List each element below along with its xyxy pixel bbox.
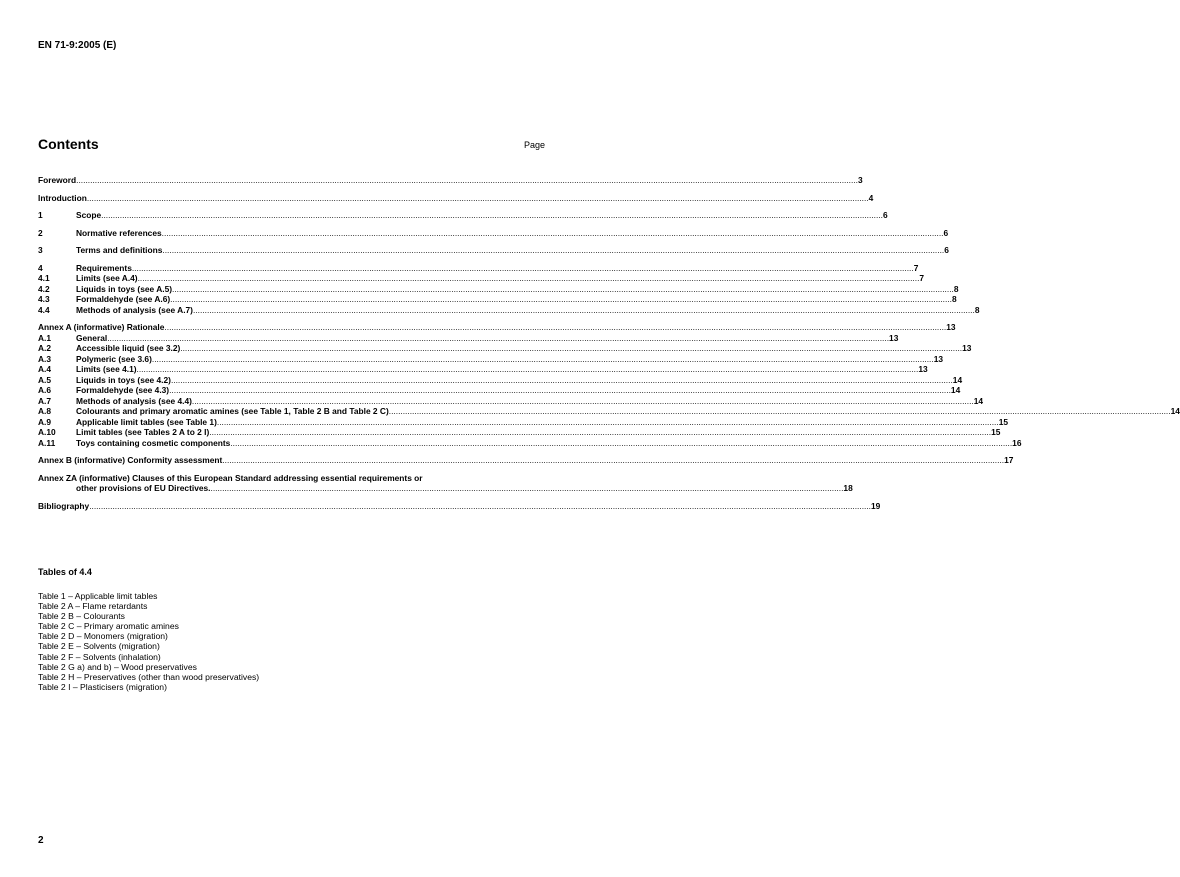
table-list-item[interactable]: Table 2 F – Solvents (inhalation): [38, 651, 161, 662]
table-of-contents: [38, 175, 1180, 511]
leader-dots: [389, 406, 1171, 417]
toc-entry-title: Colourants and primary aromatic amines (see Table 1, Table 2 B and Table 2 C): [76, 406, 389, 416]
page-column-label: Page: [523, 140, 545, 150]
toc-entry[interactable]: [38, 175, 863, 186]
toc-entry-page: 13: [962, 343, 972, 353]
toc-entry-title: Formaldehyde (see 4.3): [76, 385, 170, 395]
toc-entry-number: A.9: [38, 416, 52, 427]
toc-entry-page: 6: [882, 210, 888, 220]
toc-entry[interactable]: [38, 192, 874, 204]
toc-entry-page: 18: [843, 483, 853, 493]
toc-entry[interactable]: [38, 283, 959, 295]
page-number: 2: [38, 835, 44, 846]
leader-dots: [89, 501, 871, 512]
toc-entry-number: A.1: [38, 332, 52, 343]
toc-entry[interactable]: [38, 304, 980, 316]
toc-entry[interactable]: [38, 210, 888, 221]
toc-entry-page: 17: [1004, 455, 1014, 465]
table-list-item[interactable]: Table 2 B – Colourants: [38, 611, 125, 622]
toc-entry[interactable]: [38, 322, 956, 333]
toc-entry-number: A.3: [38, 353, 52, 364]
toc-entry-page: 8: [974, 304, 980, 315]
toc-entry-title: Toys containing cosmetic components: [76, 437, 231, 448]
leader-dots: [192, 396, 974, 407]
toc-entry-number: A.5: [38, 374, 52, 385]
toc-entry-page: 13: [946, 322, 956, 332]
tables-heading: Tables of 4.4: [38, 567, 92, 577]
toc-entry-page: 14: [950, 385, 961, 395]
toc-entry[interactable]: [38, 364, 928, 375]
toc-entry-number: A.10: [38, 427, 56, 437]
toc-entry-title: Limit tables (see Tables 2 A to 2 I): [76, 427, 210, 437]
leader-dots: [164, 322, 946, 333]
toc-entry-number: 4.1: [38, 273, 50, 283]
leader-dots: [209, 427, 991, 438]
leader-dots: [170, 294, 952, 305]
leader-dots: [132, 263, 914, 274]
toc-entry-number: 4: [38, 262, 43, 273]
toc-entry-title-cont: other provisions of EU Directives.: [76, 483, 211, 493]
toc-entry[interactable]: [38, 437, 1022, 449]
toc-entry-page: 14: [973, 395, 984, 406]
toc-entry-title: Foreword: [38, 175, 77, 185]
toc-entry-number: 4.3: [38, 294, 50, 304]
toc-entry-number: A.11: [38, 437, 56, 448]
toc-entry-number: 4.2: [38, 283, 50, 294]
toc-entry-page: 8: [953, 283, 959, 294]
toc-entry-number: A.6: [38, 385, 52, 395]
toc-entry[interactable]: [38, 406, 1180, 417]
toc-entry-page: 3: [857, 175, 863, 185]
toc-entry[interactable]: [38, 245, 949, 256]
toc-entry[interactable]: [38, 343, 972, 354]
toc-entry[interactable]: [38, 353, 944, 365]
toc-entry-title: Normative references: [76, 227, 162, 238]
leader-dots: [162, 228, 944, 239]
toc-entry-title: Liquids in toys (see A.5): [76, 283, 173, 294]
toc-entry-number: 3: [38, 245, 43, 255]
table-list-item[interactable]: Table 2 C – Primary aromatic amines: [38, 621, 179, 632]
leader-dots: [217, 417, 999, 428]
leader-dots: [171, 375, 953, 386]
toc-entry-title: Polymeric (see 3.6): [76, 353, 152, 364]
toc-entry-page: 7: [913, 262, 919, 273]
toc-entry[interactable]: [38, 374, 963, 386]
toc-entry[interactable]: [38, 294, 957, 305]
toc-entry-number: 2: [38, 227, 43, 238]
toc-entry-title: Limits (see A.4): [76, 273, 138, 283]
toc-entry-page: 13: [889, 332, 899, 343]
toc-entry-title: Applicable limit tables (see Table 1): [76, 416, 217, 427]
table-list-item[interactable]: Table 1 – Applicable limit tables: [38, 591, 158, 601]
toc-entry-page: 13: [933, 353, 944, 364]
toc-entry-bibliography[interactable]: [38, 500, 881, 512]
tables-list: [38, 591, 259, 692]
leader-dots: [162, 245, 944, 256]
toc-entry-title: Methods of analysis (see 4.4): [76, 395, 192, 406]
toc-entry-title: Annex B (informative) Conformity assessment: [38, 455, 223, 465]
toc-entry-page: 7: [919, 273, 925, 283]
toc-entry[interactable]: [38, 227, 949, 239]
leader-dots: [152, 354, 934, 365]
contents-title: Contents: [38, 136, 99, 152]
toc-entry-page: 13: [918, 364, 928, 374]
toc-entry[interactable]: [38, 395, 984, 407]
leader-dots: [101, 210, 883, 221]
toc-entry-number: A.8: [38, 406, 52, 416]
leader-dots: [138, 273, 920, 284]
toc-entry-title: Formaldehyde (see A.6): [76, 294, 171, 304]
toc-entry-title: Annex A (informative) Rationale: [38, 322, 165, 332]
toc-entry-annex-za[interactable]: [38, 472, 853, 494]
toc-entry-page: 19: [871, 500, 881, 511]
leader-dots: [211, 483, 844, 494]
leader-dots: [76, 175, 858, 186]
toc-entry-number: A.7: [38, 395, 52, 406]
toc-entry-title: Bibliography: [38, 500, 90, 511]
table-list-item[interactable]: Table 2 D – Monomers (migration): [38, 631, 168, 642]
toc-entry-page: 6: [943, 227, 949, 238]
toc-entry-page: 8: [952, 294, 957, 304]
toc-entry-title: Terms and definitions: [76, 245, 163, 255]
toc-entry-number: A.2: [38, 343, 52, 353]
toc-entry-page: 4: [868, 192, 874, 203]
toc-entry-page: 16: [1012, 437, 1022, 448]
toc-entry-title: General: [76, 332, 108, 343]
leader-dots: [230, 438, 1012, 449]
toc-entry-title: Limits (see 4.1): [76, 364, 137, 374]
page-header: EN 71-9:2005 (E): [38, 40, 117, 51]
toc-entry[interactable]: [38, 332, 899, 344]
toc-entry[interactable]: [38, 416, 1009, 428]
leader-dots: [222, 455, 1004, 466]
toc-entry[interactable]: [38, 273, 925, 284]
leader-dots: [172, 284, 954, 295]
toc-entry[interactable]: [38, 262, 919, 274]
leader-dots: [180, 343, 962, 354]
table-list-item[interactable]: Table 2 I – Plasticisers (migration): [38, 681, 167, 692]
toc-entry-page: 14: [952, 374, 963, 385]
table-list-item[interactable]: Table 2 E – Solvents (migration): [38, 641, 160, 652]
toc-entry-title: Requirements: [76, 262, 132, 273]
toc-entry-number: A.4: [38, 364, 52, 374]
table-list-item[interactable]: Table 2 G a) and b) – Wood preservatives: [38, 661, 197, 672]
toc-entry-title: Methods of analysis (see A.7): [76, 304, 193, 315]
leader-dots: [169, 385, 951, 396]
leader-dots: [87, 193, 869, 204]
toc-entry-page: 15: [998, 416, 1009, 427]
toc-entry-number: 1: [38, 210, 43, 220]
toc-entry-number: 4.4: [38, 304, 50, 315]
toc-entry[interactable]: [38, 427, 1001, 438]
toc-entry-page: 14: [1170, 406, 1180, 416]
toc-entry-page: 6: [944, 245, 949, 255]
leader-dots: [137, 364, 919, 375]
toc-entry-title: Liquids in toys (see 4.2): [76, 374, 171, 385]
toc-entry-title: Scope: [76, 210, 102, 220]
table-list-item[interactable]: Table 2 A – Flame retardants: [38, 601, 148, 612]
toc-entry-page: 15: [991, 427, 1001, 437]
toc-entry-title: Introduction: [38, 192, 87, 203]
leader-dots: [107, 333, 889, 344]
leader-dots: [193, 305, 975, 316]
table-list-item[interactable]: Table 2 H – Preservatives (other than wood preservatives): [38, 671, 260, 682]
toc-entry[interactable]: [38, 455, 1014, 466]
toc-entry-title: Annex ZA (informative) Clauses of this European Standard addressing essential requirements or: [38, 472, 423, 483]
toc-entry[interactable]: [38, 385, 961, 396]
toc-entry-title: Accessible liquid (see 3.2): [76, 343, 181, 353]
